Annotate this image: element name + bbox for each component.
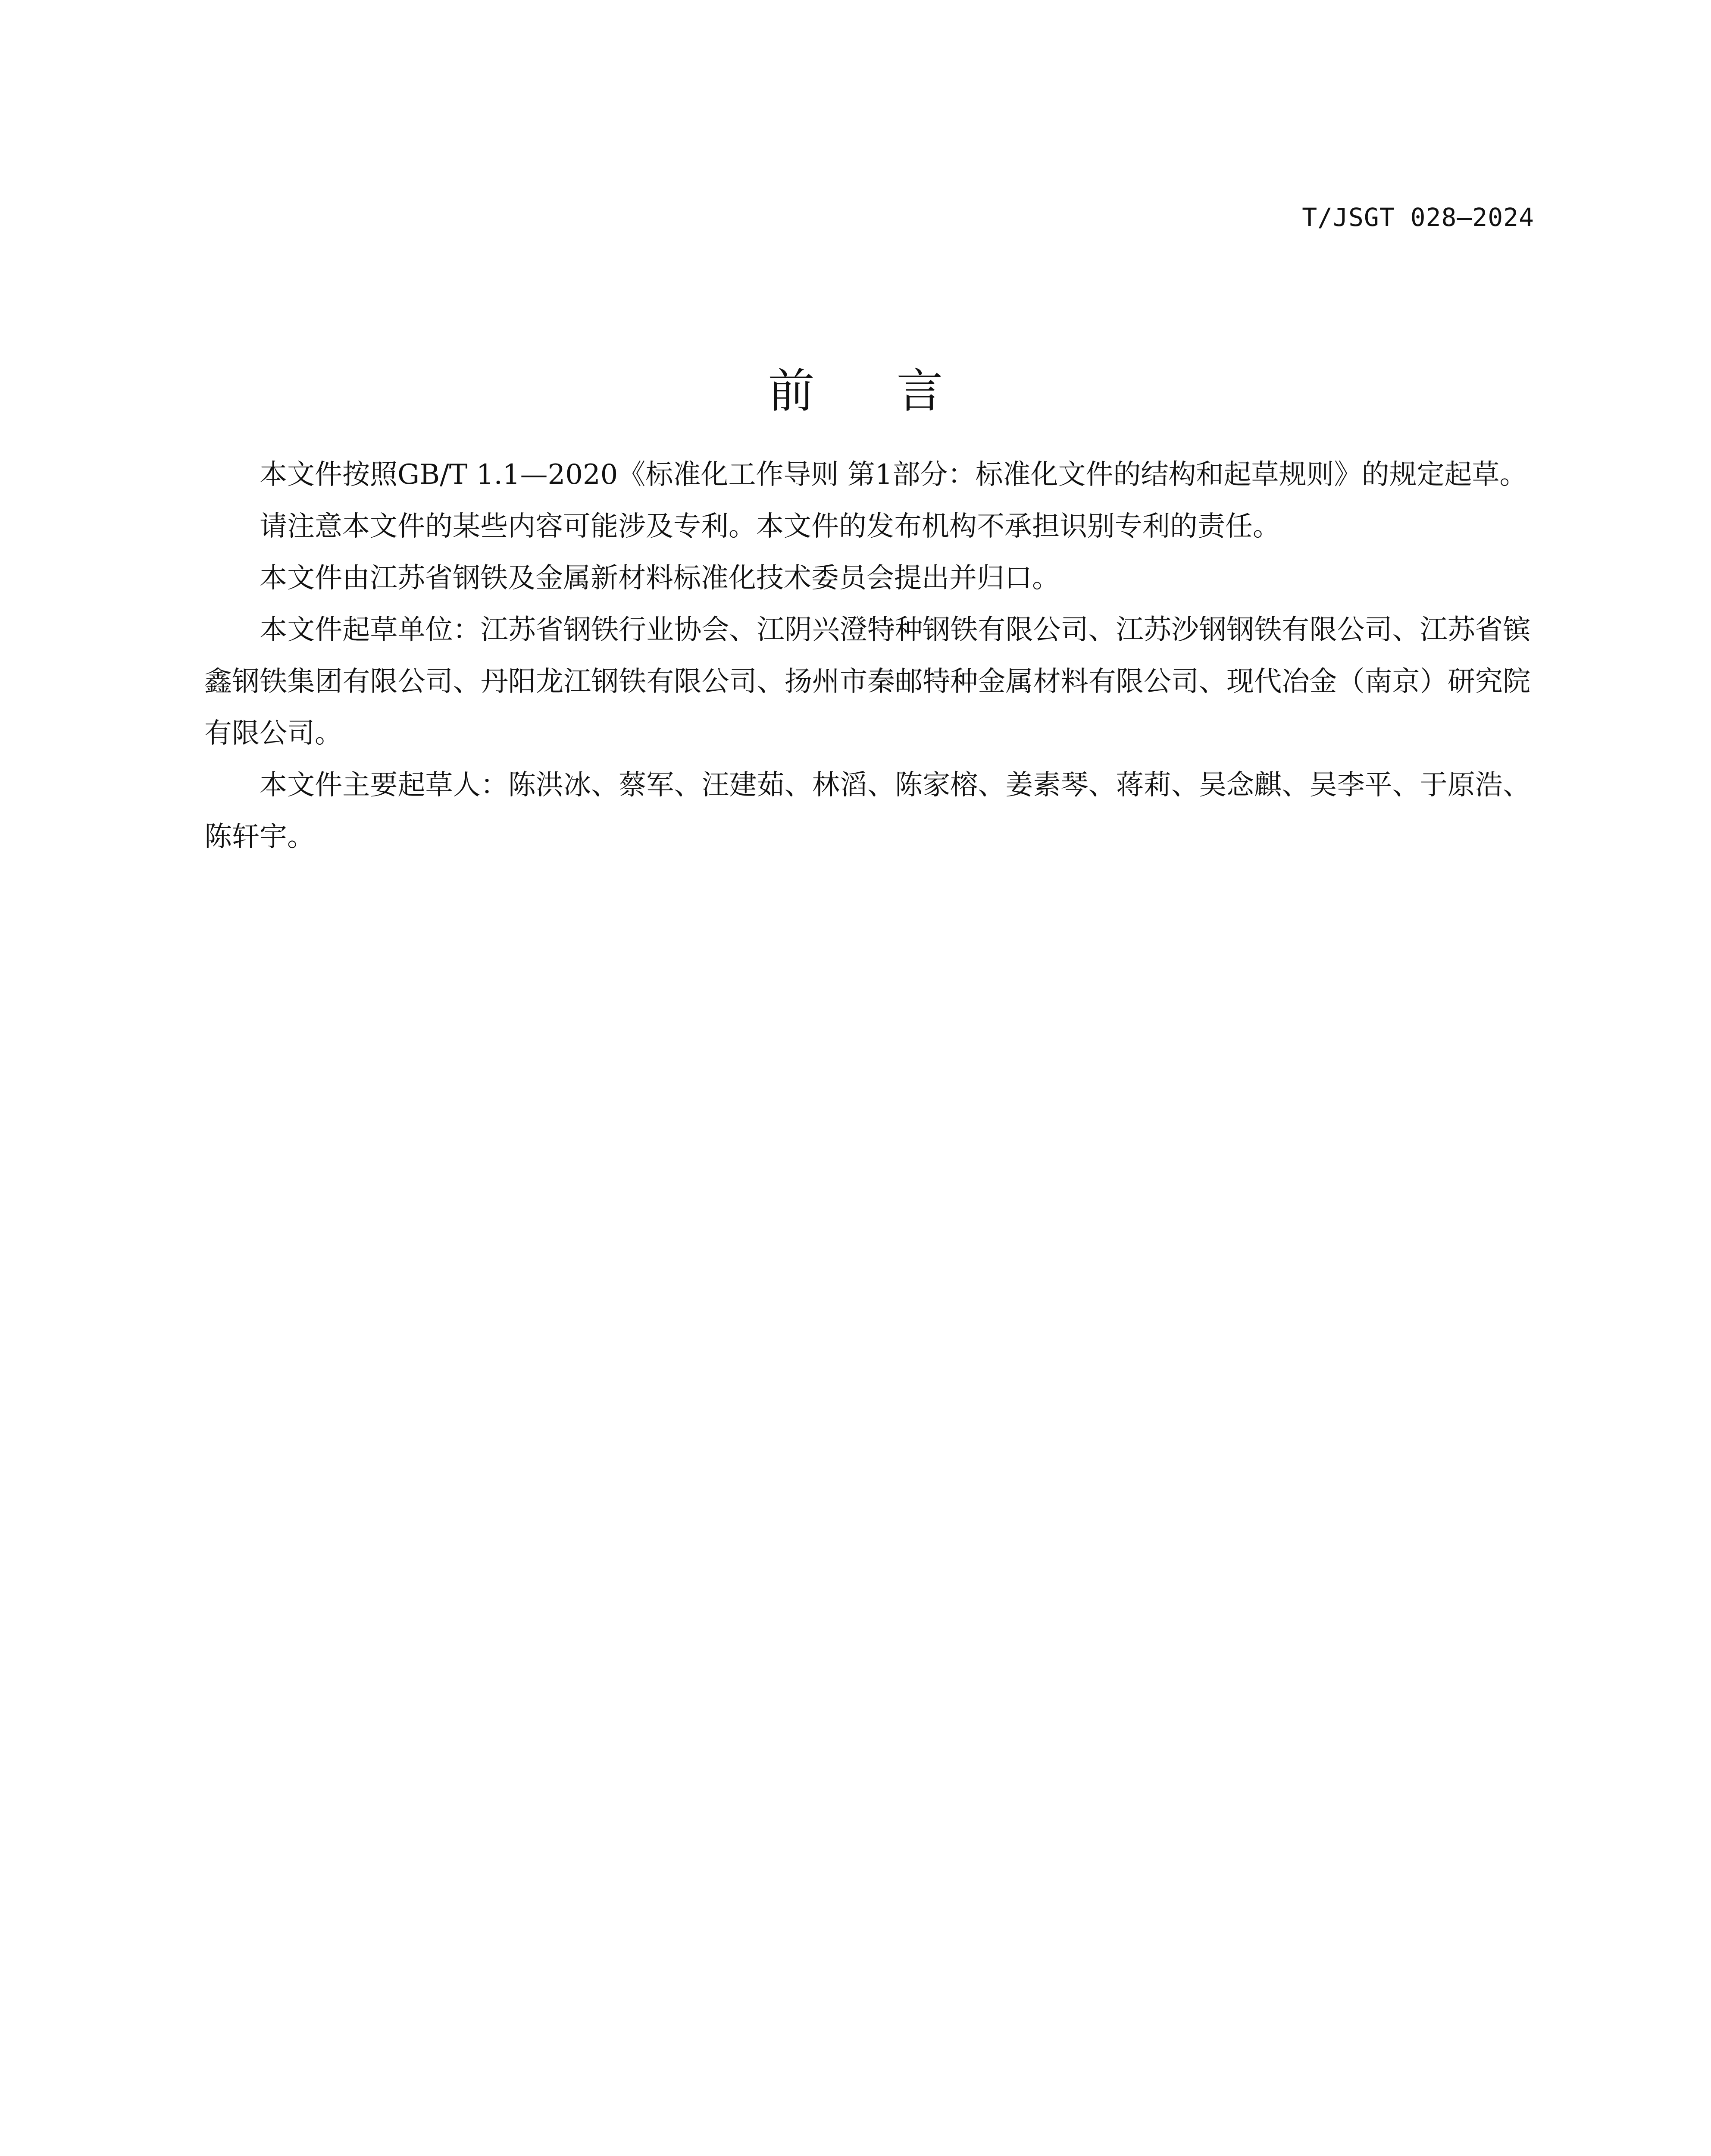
foreword-body: [204, 455, 1530, 863]
paragraph-proposing-body: 本文件由江苏省钢铁及金属新材料标准化技术委员会提出并归口。: [260, 562, 1060, 594]
document-code: T/JSGT 028—2024: [1302, 203, 1534, 232]
page-title: 前言: [768, 364, 1025, 418]
paragraph-drafting-basis: 本文件按照GB/T 1.1—2020《标准化工作导则 第1部分：标准化文件的结构和起草规则》的规定起草。: [260, 459, 1527, 491]
paragraph-patent-notice: 请注意本文件的某些内容可能涉及专利。本文件的发布机构不承担识别专利的责任。: [260, 511, 1280, 542]
paragraph-drafters: 本文件主要起草人：陈洪冰、蔡军、汪建茹、林滔、陈家榕、姜素琴、蒋莉、吴念麒、吴李平、于原浩、陈轩宇。: [204, 769, 1530, 853]
paragraph-drafting-units: 本文件起草单位：江苏省钢铁行业协会、江阴兴澄特种钢铁有限公司、江苏沙钢钢铁有限公司、江苏省镔鑫钢铁集团有限公司、丹阳龙江钢铁有限公司、扬州市秦邮特种金属材料有限公司、现代冶金（南京）研究院有限公司。: [204, 614, 1530, 749]
